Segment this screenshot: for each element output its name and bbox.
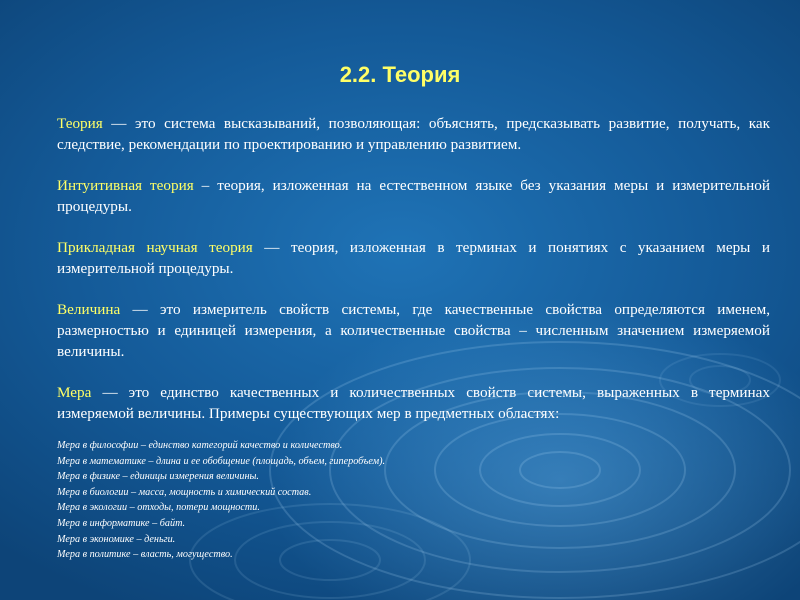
- definition-text: — это система высказываний, позволяющая: объяснять, предсказывать развитие, получать, как следствие, рекомендации по проектированию и управлению развитием.: [57, 115, 770, 153]
- term-label: Мера: [57, 384, 92, 401]
- definition-quantity: [57, 299, 770, 362]
- definition-applied-theory: [57, 237, 770, 279]
- definition-text: — это измеритель свойств системы, где качественные свойства определяются именем, размерностью и единицей измерения, а количественные свойства – численным значением измеряемой величины.: [57, 301, 770, 360]
- list-item: Мера в физике – единицы измерения величины.: [57, 471, 259, 483]
- term-label: Величина: [57, 301, 121, 318]
- definition-measure: [57, 382, 770, 424]
- definition-intuitive-theory: [57, 175, 770, 217]
- list-item: Мера в экономике – деньги.: [57, 533, 176, 545]
- list-item: Мера в математике – длина и ее обобщение (площадь, объем, гиперобъем).: [57, 455, 386, 467]
- term-label: Интуитивная теория: [57, 177, 194, 194]
- definition-text: — теория, изложенная в терминах и понятиях с указанием меры и измерительной процедуры.: [57, 239, 770, 277]
- list-item: Мера в биологии – масса, мощность и химический состав.: [57, 486, 312, 498]
- term-label: Теория: [57, 115, 103, 132]
- term-label: Прикладная научная теория: [57, 239, 253, 256]
- definition-text: – теория, изложенная на естественном языке без указания меры и измерительной процедуры.: [57, 177, 770, 215]
- measure-examples-list: [57, 438, 770, 563]
- slide-title: 2.2. Теория: [339, 62, 461, 87]
- definition-theory: [57, 113, 770, 155]
- slide-content: [57, 113, 770, 563]
- definition-text: — это единство качественных и количественных свойств системы, выраженных в терминах измеряемой величины. Примеры существующих мер в предметных областях:: [57, 384, 770, 422]
- list-item: Мера в экологии – отходы, потери мощности.: [57, 502, 260, 514]
- list-item: Мера в философии – единство категорий качество и количество.: [57, 440, 343, 451]
- list-item: Мера в информатике – байт.: [57, 517, 186, 529]
- list-item: Мера в политике – власть, могущество.: [57, 549, 233, 561]
